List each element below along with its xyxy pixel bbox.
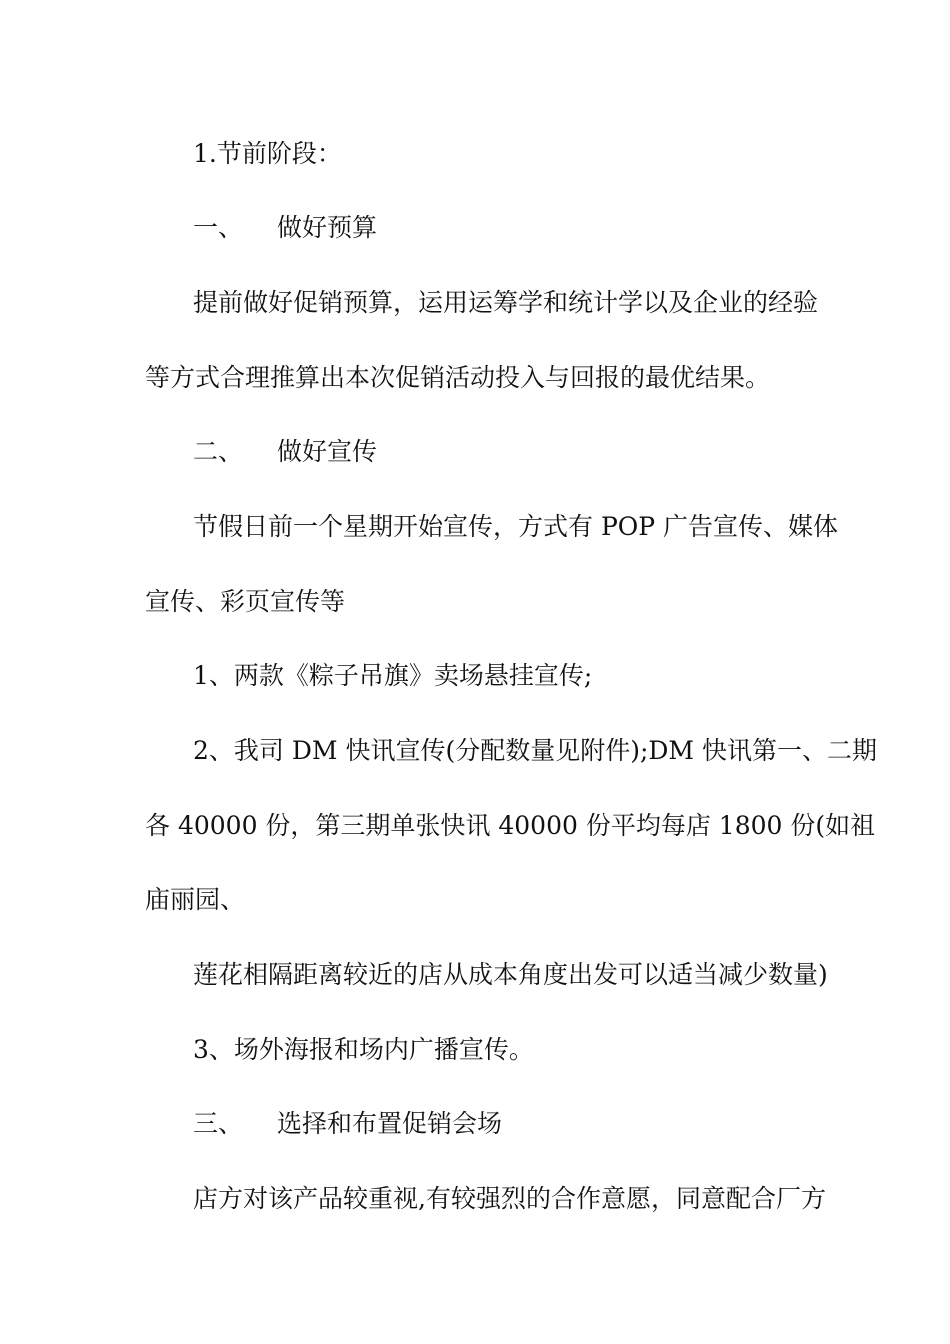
heading-number: 一、 [193,213,244,242]
paragraph-line: 庙丽园、 [145,885,246,914]
paragraph-line: 等方式合理推算出本次促销活动投入与回报的最优结果。 [145,363,771,392]
heading-number: 三、 [193,1109,244,1138]
list-item: 2、我司 DM 快讯宣传(分配数量见附件);DM 快讯第一、二期 [193,736,877,765]
heading-budget [193,212,377,244]
paragraph-line: 提前做好促销预算，运用运筹学和统计学以及企业的经验 [193,288,819,317]
list-item: 1、两款《粽子吊旗》卖场悬挂宣传; [193,661,593,690]
section-title-pre-holiday: 1.节前阶段： [193,139,342,168]
heading-venue [193,1108,502,1140]
paragraph-line: 各 40000 份，第三期单张快讯 40000 份平均每店 1800 份(如祖 [145,811,876,840]
paragraph-line: 店方对该产品较重视,有较强烈的合作意愿，同意配合厂方 [193,1184,826,1213]
paragraph-line: 宣传、彩页宣传等 [145,587,346,616]
heading-text: 做好预算 [277,213,378,242]
list-item: 3、场外海报和场内广播宣传。 [193,1035,534,1064]
paragraph-line: 莲花相隔距离较近的店从成本角度出发可以适当减少数量) [193,960,828,989]
heading-promotion [193,436,377,468]
paragraph-line: 节假日前一个星期开始宣传，方式有 POP 广告宣传、媒体 [193,512,839,541]
heading-text: 做好宣传 [277,437,378,466]
heading-text: 选择和布置促销会场 [277,1109,503,1138]
heading-number: 二、 [193,437,244,466]
